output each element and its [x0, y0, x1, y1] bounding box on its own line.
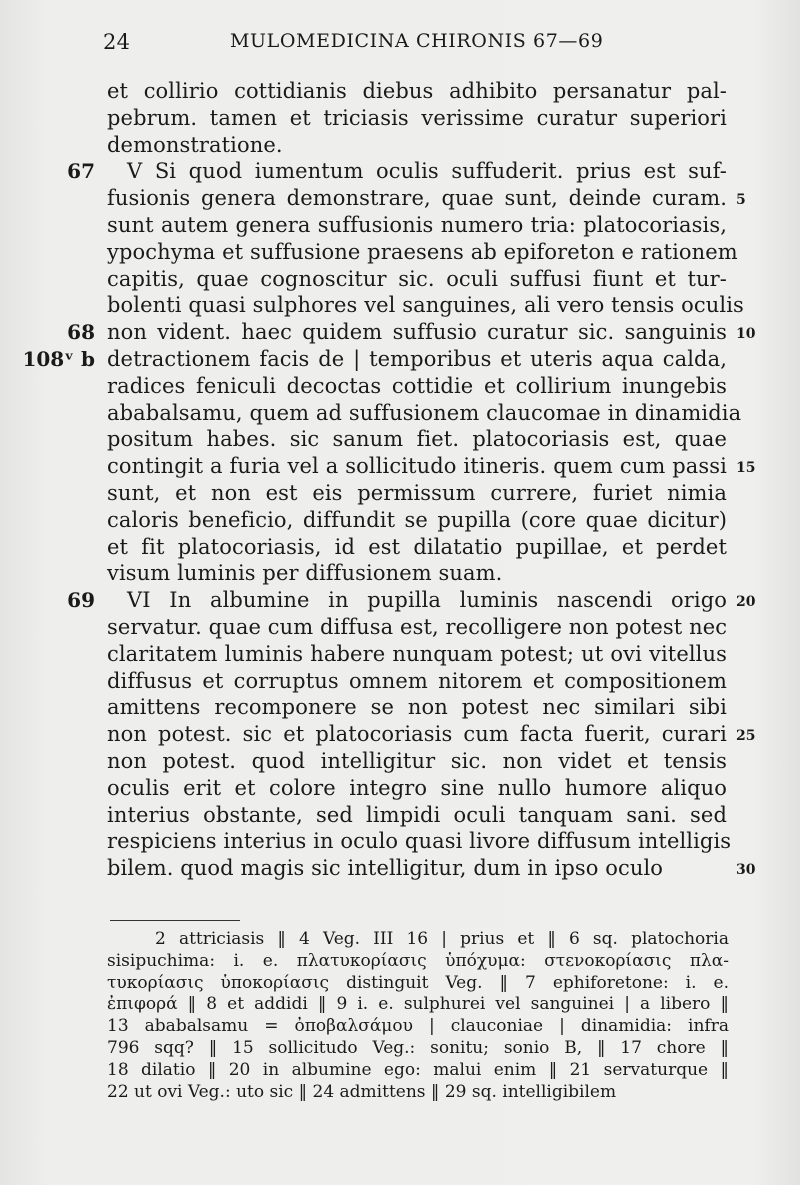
page-header	[103, 30, 723, 62]
text-line: ypochyma et suffusione praesens ab epiforeton e rationem	[107, 239, 738, 264]
line-number: 15	[736, 460, 756, 477]
text-line: ababalsamu, quem ad suffusionem claucomae in dinamidia	[107, 400, 742, 425]
text-line: diffusus et corruptus omnem nitorem et compositionem	[107, 668, 727, 693]
line-number: 5	[736, 192, 746, 209]
main-text	[107, 78, 744, 882]
note-line: 13 ababalsamu = ὀποβαλσάμου | clauconiae | dinamidia: infra	[107, 1016, 729, 1037]
text-line: positum habes. sic sanum fiet. platocoriasis est, quae	[107, 427, 727, 452]
text-line: amittens recomponere se non potest nec similari sibi	[107, 695, 727, 720]
section-number: 69	[67, 588, 95, 613]
text-line: respiciens interius in oculo quasi livore diffusum intelligis	[107, 829, 732, 854]
note-line: 2 attriciasis ‖ 4 Veg. III 16 | prius et ‖ 6 sq. platochoria	[155, 929, 729, 949]
text-line: detractionem facis de | temporibus et uteris aqua calda,	[107, 346, 727, 371]
text-line: sunt autem genera suffusionis numero tria: platocoriasis,	[107, 212, 727, 237]
running-title: MULOMEDICINA CHIRONIS 67—69	[230, 30, 604, 52]
note-line: sisipuchima: i. e. πλατυκορίασις ὑπόχυμα: στενοκορίασις πλα-	[107, 950, 729, 971]
text-line: oculis erit et colore integro sine nullo humore aliquo	[107, 775, 727, 800]
line-number: 30	[736, 862, 756, 879]
note-line: 18 dilatio ‖ 20 in albumine ego: malui enim ‖ 21 servaturque ‖	[107, 1059, 729, 1080]
text-line: et collirio cottidianis diebus adhibito persanatur pal-	[107, 79, 727, 103]
footnote-rule	[110, 920, 240, 921]
line-number: 25	[736, 728, 756, 745]
text-line: servatur. quae cum diffusa est, recolligere non potest nec	[107, 614, 728, 639]
critical-apparatus	[107, 929, 729, 1103]
text-line: pebrum. tamen et triciasis verissime curatur superiori	[107, 105, 727, 130]
text-line: et fit platocoriasis, id est dilatatio pupillae, et perdet	[107, 534, 727, 559]
section-number: 67	[67, 159, 95, 184]
text-line: fusionis genera demonstrare, quae sunt, deinde curam.	[107, 186, 727, 211]
note-line: τυκορίασις ὑποκορίασις distinguit Veg. ‖ 7 ephiforetone: i. e.	[107, 972, 729, 993]
text-line: claritatem luminis habere nunquam potest; ut ovi vitellus	[107, 641, 727, 666]
line-number: 10	[736, 326, 756, 343]
note-line: 796 sqq? ‖ 15 sollicitudo Veg.: sonitu; sonio B, ‖ 17 chore ‖	[107, 1037, 729, 1058]
text-line: bilem. quod magis sic intelligitur, dum in ipso oculo	[107, 856, 664, 881]
note-line: 22 ut ovi Veg.: uto sic ‖ 24 admittens ‖ 29 sq. intelligibilem	[107, 1081, 617, 1102]
section-number: 108ᵛ b	[22, 347, 95, 371]
text-line: bolenti quasi sulphores vel sanguines, ali vero tensis oculis	[107, 293, 744, 318]
text-line: caloris beneficio, diffundit se pupilla (core quae dicitur)	[107, 507, 727, 532]
text-line: interius obstante, sed limpidi oculi tanquam sani. sed	[107, 802, 727, 827]
text-line: non vident. haec quidem suffusio curatur sic. sanguinis	[107, 320, 727, 345]
text-line: radices feniculi decoctas cottidie et collirium inungebis	[107, 373, 727, 398]
line-number: 20	[736, 594, 756, 611]
text-line: demonstratione.	[107, 132, 283, 157]
text-line: VI In albumine in pupilla luminis nascendi origo	[127, 588, 727, 613]
page-number: 24	[103, 30, 131, 54]
text-line: V Si quod iumentum oculis suffuderit. prius est suf-	[127, 159, 727, 184]
note-line: ἐπιφορά ‖ 8 et addidi ‖ 9 i. e. sulphurei vel sanguinei | a libero ‖	[107, 994, 729, 1015]
section-number: 68	[67, 320, 95, 345]
text-line: non potest. sic et platocoriasis cum facta fuerit, curari	[107, 722, 727, 747]
text-line: contingit a furia vel a sollicitudo itineris. quem cum passi	[107, 454, 727, 479]
text-line: visum luminis per diffusionem suam.	[107, 561, 503, 586]
text-line: non potest. quod intelligitur sic. non videt et tensis	[107, 748, 727, 773]
text-line: sunt, et non est eis permissum currere, furiet nimia	[107, 480, 727, 505]
text-line: capitis, quae cognoscitur sic. oculi suffusi fiunt et tur-	[107, 266, 727, 291]
